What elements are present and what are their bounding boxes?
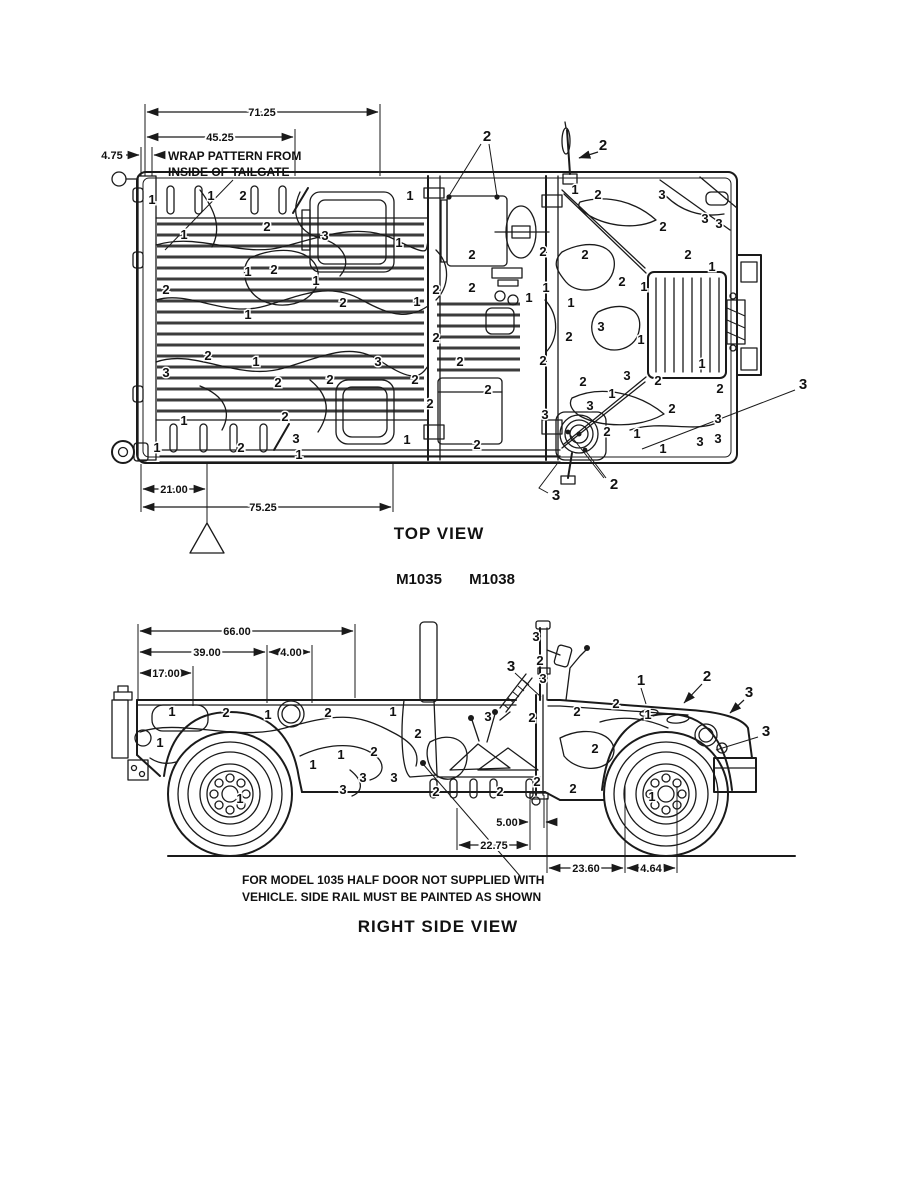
camo-region-label: 3 <box>292 431 300 446</box>
camo-region-label: 2 <box>426 396 434 411</box>
camo-region-label: 2 <box>591 741 599 756</box>
half-door-note-line2: VEHICLE. SIDE RAIL MUST BE PAINTED AS SHOWN <box>242 890 542 904</box>
camo-region-label: 2 <box>456 354 464 369</box>
callout-number: 2 <box>609 476 619 493</box>
camo-region-label: 3 <box>714 411 722 426</box>
reference-triangle-symbol <box>190 523 224 553</box>
camo-region-label: 2 <box>370 744 378 759</box>
camo-region-label: 1 <box>633 426 641 441</box>
camo-region-label: 1 <box>337 747 345 762</box>
camo-region-label: 2 <box>484 382 492 397</box>
wrap-pattern-note-line1: WRAP PATTERN FROM <box>168 149 302 163</box>
dimension-label: 39.00 <box>193 647 221 659</box>
camo-region-label: 2 <box>204 348 212 363</box>
camo-region-label: 2 <box>528 710 536 725</box>
dimension-label: 45.25 <box>206 132 234 144</box>
camo-region-label: 2 <box>411 372 419 387</box>
side-camouflage-lines <box>140 717 668 796</box>
tailgate <box>138 176 156 460</box>
wrap-pattern-note-line2: INSIDE OF TAILGATE <box>168 165 290 179</box>
camo-region-label: 3 <box>715 216 723 231</box>
dimension-label: 5.00 <box>496 817 518 829</box>
side-view-drawing <box>112 621 795 936</box>
camo-region-label: 2 <box>539 353 547 368</box>
camo-region-label: 2 <box>270 262 278 277</box>
front-wheel <box>604 732 728 856</box>
dimension-label: 17.00 <box>152 668 180 680</box>
camo-region-label: 1 <box>207 188 215 203</box>
callout-number: 2 <box>702 668 712 685</box>
camo-region-label: 3 <box>658 187 666 202</box>
steering-wheel-side <box>500 674 532 720</box>
seat <box>302 192 507 444</box>
camo-region-label: 1 <box>608 386 616 401</box>
camo-region-label: 3 <box>623 368 631 383</box>
camo-region-label: 1 <box>264 707 272 722</box>
camo-region-label: 2 <box>473 437 481 452</box>
camo-region-label: 1 <box>567 295 575 310</box>
rear-wheel <box>168 732 292 856</box>
camo-region-label: 2 <box>539 244 547 259</box>
dimension-label: 75.25 <box>249 502 277 514</box>
camo-region-label: 1 <box>542 280 550 295</box>
camo-region-label: 1 <box>403 432 411 447</box>
grille <box>648 272 726 378</box>
callout-number: 3 <box>798 376 808 393</box>
camo-region-label: 1 <box>644 707 652 722</box>
front-bumper <box>727 255 761 375</box>
camo-region-label: 1 <box>708 259 716 274</box>
camo-region-label: 1 <box>252 354 260 369</box>
callout-number: 2 <box>482 128 492 145</box>
dimension-label: 4.64 <box>640 863 662 875</box>
camo-region-label: 2 <box>432 282 440 297</box>
camo-region-label: 1 <box>168 704 176 719</box>
dimension-label: 22.75 <box>480 840 508 852</box>
camo-region-label: 1 <box>156 735 164 750</box>
callout-number: 1 <box>636 672 646 689</box>
camo-region-label: 2 <box>324 705 332 720</box>
camo-region-label: 2 <box>162 282 170 297</box>
camo-region-label: 1 <box>571 182 579 197</box>
top-view-drawing <box>101 104 807 588</box>
tow-loop <box>112 441 134 463</box>
camo-region-label: 3 <box>597 319 605 334</box>
dimension-label: 21.00 <box>160 484 188 496</box>
callout-number: 3 <box>744 684 754 701</box>
camo-region-label: 1 <box>295 447 303 462</box>
top-view-title: TOP VIEW <box>393 524 485 543</box>
camo-region-label: 2 <box>533 774 541 789</box>
camo-region-label: 2 <box>468 280 476 295</box>
callout-number: 2 <box>598 137 608 154</box>
camo-region-label: 2 <box>573 704 581 719</box>
camo-region-label: 1 <box>659 441 667 456</box>
half-door-note-line1: FOR MODEL 1035 HALF DOOR NOT SUPPLIED WITH <box>242 873 545 887</box>
camo-region-label: 3 <box>532 629 540 644</box>
camo-region-label: 2 <box>618 274 626 289</box>
top-view-callout-leaders <box>446 144 795 493</box>
camo-region-label: 3 <box>390 770 398 785</box>
camo-region-label: 1 <box>389 704 397 719</box>
camo-region-label: 1 <box>244 264 252 279</box>
camo-region-label: 1 <box>413 294 421 309</box>
callout-number: 3 <box>506 658 516 675</box>
dimension-label: 4.75 <box>101 150 123 162</box>
camo-region-label: 3 <box>484 709 492 724</box>
camo-region-label: 1 <box>153 440 161 455</box>
camo-region-label: 1 <box>244 307 252 322</box>
dimension-label: 71.25 <box>248 107 276 119</box>
camo-region-label: 2 <box>239 188 247 203</box>
camo-region-label: 2 <box>684 247 692 262</box>
camo-region-label: 3 <box>162 365 170 380</box>
side-view-dimension-labels <box>152 626 662 875</box>
camo-region-label: 2 <box>612 696 620 711</box>
camo-region-label: 2 <box>603 424 611 439</box>
camo-region-label: 2 <box>414 726 422 741</box>
whip-antenna <box>566 645 590 700</box>
callout-number: 3 <box>551 487 561 504</box>
camo-region-label: 2 <box>716 381 724 396</box>
camo-region-label: 1 <box>312 273 320 288</box>
camo-region-label: 1 <box>698 356 706 371</box>
camo-region-label: 2 <box>579 374 587 389</box>
camo-region-label: 2 <box>594 187 602 202</box>
camo-region-label: 1 <box>395 235 403 250</box>
camo-region-label: 2 <box>222 705 230 720</box>
camo-region-label: 2 <box>281 409 289 424</box>
camo-region-label: 2 <box>659 219 667 234</box>
camo-region-label: 1 <box>525 290 533 305</box>
camo-region-label: 1 <box>637 332 645 347</box>
camo-region-label: 2 <box>581 247 589 262</box>
camo-region-label: 3 <box>339 782 347 797</box>
camo-region-label: 3 <box>696 434 704 449</box>
camo-region-label: 2 <box>274 375 282 390</box>
camo-region-label: 3 <box>539 671 547 686</box>
dimension-label: 23.60 <box>572 863 600 875</box>
camo-region-label: 2 <box>432 784 440 799</box>
camo-region-label: 2 <box>654 373 662 388</box>
model-label-m1038: M1038 <box>469 571 515 588</box>
dimension-label: 66.00 <box>223 626 251 638</box>
camo-region-label: 1 <box>148 192 156 207</box>
camo-region-label: 1 <box>236 791 244 806</box>
camo-region-label: 2 <box>536 653 544 668</box>
camo-region-label: 2 <box>569 781 577 796</box>
camo-region-label: 2 <box>339 295 347 310</box>
camo-region-label: 2 <box>326 372 334 387</box>
camo-region-label: 3 <box>359 770 367 785</box>
camo-region-label: 1 <box>648 789 656 804</box>
model-label-m1035: M1035 <box>396 571 442 588</box>
camo-region-label: 3 <box>374 354 382 369</box>
camo-region-label: 1 <box>406 188 414 203</box>
camo-region-label: 2 <box>565 329 573 344</box>
camo-region-label: 1 <box>309 757 317 772</box>
camo-region-label: 2 <box>496 784 504 799</box>
camo-region-label: 2 <box>237 440 245 455</box>
callout-number: 3 <box>761 723 771 740</box>
antenna <box>562 122 577 184</box>
camo-region-label: 3 <box>714 431 722 446</box>
camo-region-label: 2 <box>468 247 476 262</box>
camo-region-label: 1 <box>180 227 188 242</box>
camo-region-label: 3 <box>586 398 594 413</box>
camo-region-label: 2 <box>432 330 440 345</box>
camo-region-label: 2 <box>263 219 271 234</box>
camo-region-label: 2 <box>668 401 676 416</box>
camo-region-label: 3 <box>541 407 549 422</box>
camo-region-label: 1 <box>640 279 648 294</box>
camo-region-label: 3 <box>701 211 709 226</box>
side-view-title: RIGHT SIDE VIEW <box>357 917 519 936</box>
camo-region-label: 3 <box>321 228 329 243</box>
rocker-slots <box>430 779 533 798</box>
camo-region-label: 1 <box>180 413 188 428</box>
dimension-label: 4.00 <box>280 647 302 659</box>
